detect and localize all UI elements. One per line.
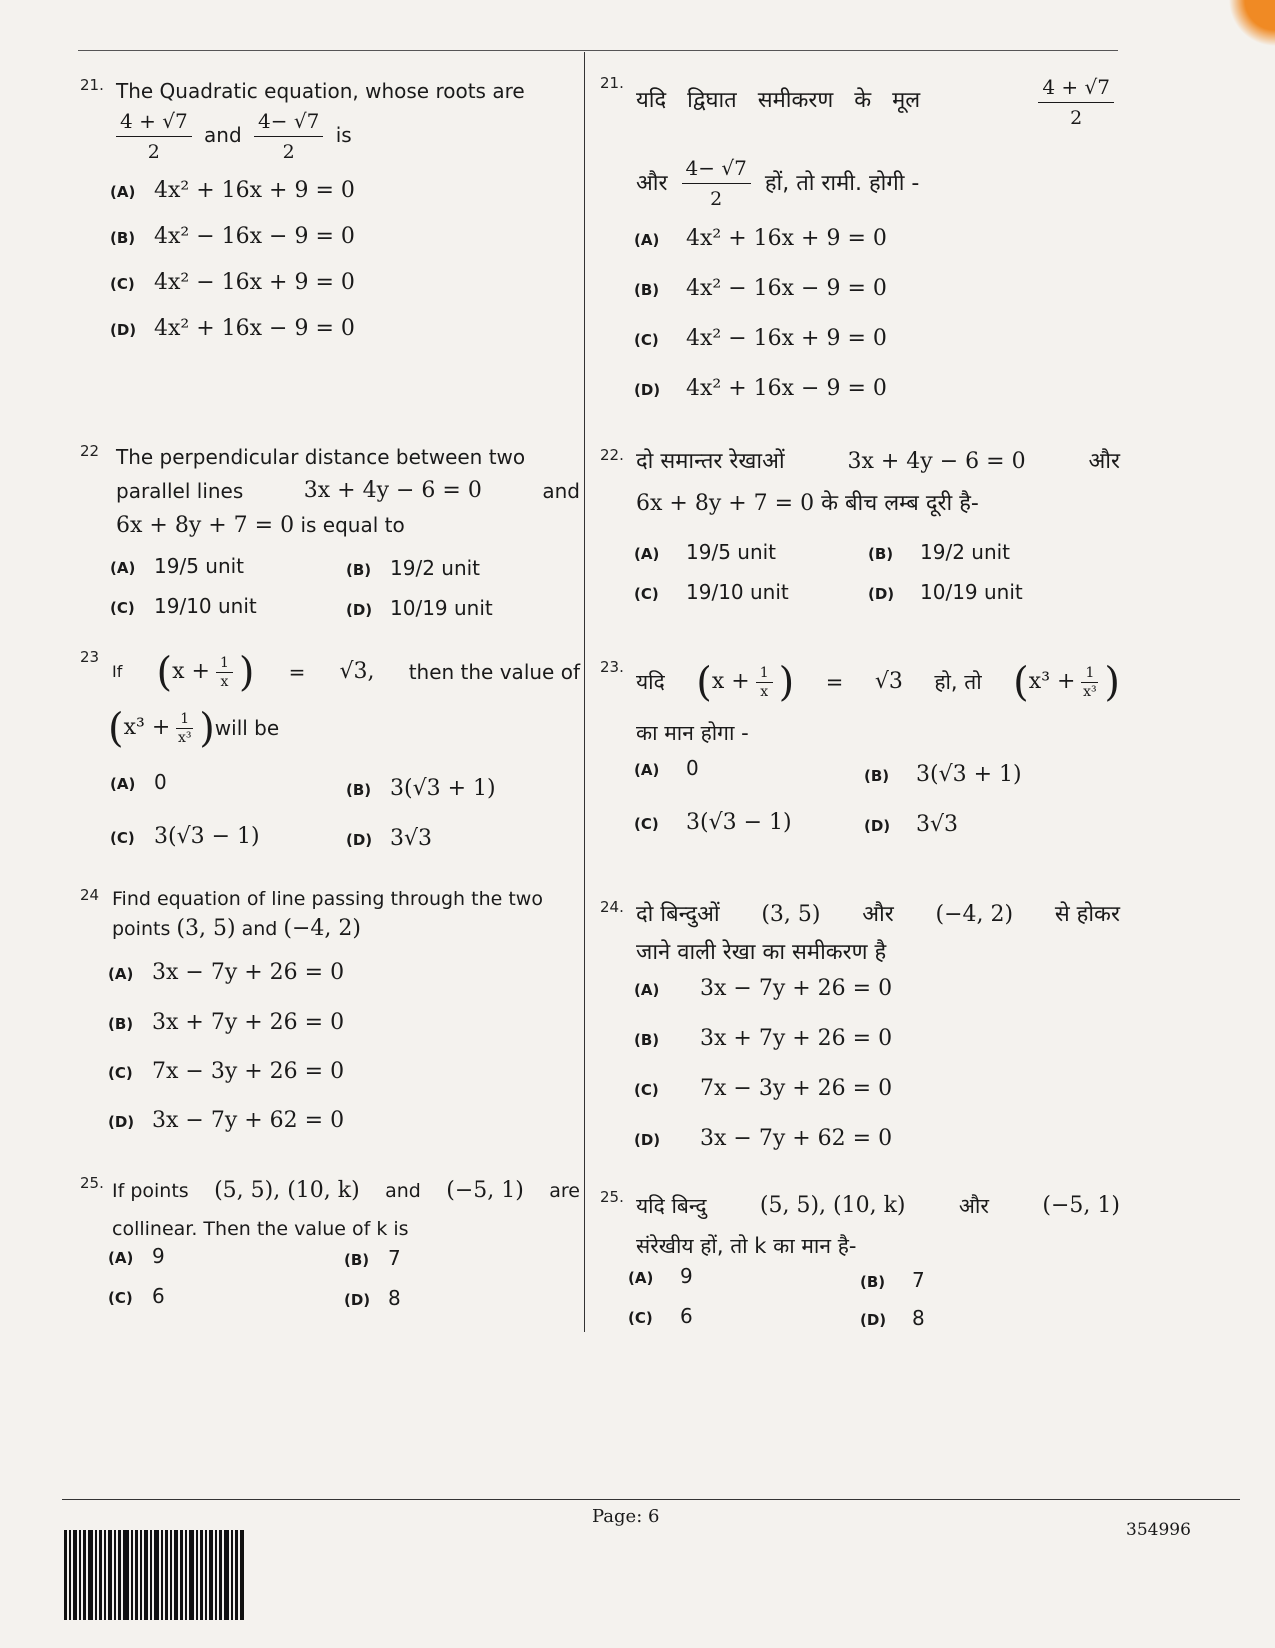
- option-a[interactable]: (A) 19/5 unit: [110, 554, 245, 578]
- option-d[interactable]: (D) 3x − 7y + 62 = 0: [634, 1126, 893, 1151]
- question-number: 25.: [80, 1174, 104, 1192]
- option-d[interactable]: (D) 3√3: [864, 812, 959, 837]
- root-fraction-1: $\frac{4 + √7}{2}$: [1038, 72, 1114, 133]
- option-c[interactable]: (C) 7x − 3y + 26 = 0: [108, 1059, 345, 1084]
- option-a[interactable]: (A) 3x − 7y + 26 = 0: [108, 960, 345, 985]
- option-c[interactable]: (C) 3(√3 − 1): [110, 824, 260, 849]
- question-number: 22: [80, 442, 100, 460]
- question-text: If points (5, 5), (10, k) and (−5, 1) are collinear. Then the value of k is: [112, 1178, 580, 1240]
- question-text: The Quadratic equation, whose roots are $\frac{4 + √7}{2}$ and $\frac{4- √7}{2}$ is: [116, 74, 580, 167]
- question-24-en: [80, 884, 580, 944]
- question-number: 24: [80, 886, 100, 904]
- option-d[interactable]: (D) 8: [860, 1306, 925, 1330]
- serial-number: 354996: [1126, 1520, 1191, 1540]
- option-d[interactable]: (D) 4x² + 16x − 9 = 0: [110, 316, 355, 341]
- page-number: Page: 6: [592, 1506, 660, 1527]
- option-c[interactable]: (C) 4x² − 16x + 9 = 0: [634, 326, 887, 351]
- question-number: 23.: [600, 658, 624, 676]
- option-c[interactable]: (C) 6: [108, 1284, 165, 1308]
- option-d[interactable]: (D) 4x² + 16x − 9 = 0: [634, 376, 887, 401]
- root-fraction-2: $\frac{4- √7}{2}$: [254, 106, 323, 167]
- option-b[interactable]: (B) 19/2 unit: [346, 556, 481, 580]
- question-text: यदि (x + $\frac{1}{x}$ ) = √3 हो, तो (x³ + $\frac{1}{\text{x³}}$ ) का मान होगा -: [636, 659, 1120, 745]
- option-b[interactable]: (B) 7: [860, 1268, 925, 1292]
- option-c[interactable]: (C) 6: [628, 1304, 693, 1328]
- option-c[interactable]: (C) 19/10 unit: [634, 580, 789, 604]
- option-c[interactable]: (C) 4x² − 16x + 9 = 0: [110, 270, 355, 295]
- question-number: 25.: [600, 1188, 624, 1206]
- question-25-en: [80, 1172, 580, 1248]
- question-24-hi: [600, 896, 1120, 972]
- question-text: दो बिन्दुओं (3, 5) और (−4, 2) से होकर जाने वाली रेखा का समीकरण है: [636, 902, 1120, 965]
- option-c[interactable]: (C) 19/10 unit: [110, 594, 257, 618]
- option-b[interactable]: (B) 3x + 7y + 26 = 0: [108, 1010, 345, 1035]
- option-c[interactable]: (C) 3(√3 − 1): [634, 810, 792, 835]
- column-divider: [584, 52, 585, 1332]
- question-21-en: [80, 74, 580, 167]
- option-a[interactable]: (A) 4x² + 16x + 9 = 0: [634, 226, 887, 251]
- barcode: [64, 1530, 274, 1620]
- page-edge-sticker: [1215, 0, 1275, 60]
- question-number: 23: [80, 648, 100, 666]
- option-d[interactable]: (D) 8: [344, 1286, 401, 1310]
- question-22-en: [80, 440, 580, 543]
- question-25-hi: [600, 1186, 1120, 1266]
- option-a[interactable]: (A) 4x² + 16x + 9 = 0: [110, 178, 355, 203]
- top-rule: [78, 50, 1118, 51]
- root-fraction-1: $\frac{4 + √7}{2}$: [116, 106, 192, 167]
- option-c[interactable]: (C) 7x − 3y + 26 = 0: [634, 1076, 893, 1101]
- option-a[interactable]: (A) 0: [110, 770, 167, 794]
- option-b[interactable]: (B) 4x² − 16x − 9 = 0: [110, 224, 355, 249]
- question-number: 22.: [600, 446, 624, 464]
- option-d[interactable]: (D) 10/19 unit: [346, 596, 493, 620]
- option-b[interactable]: (B) 19/2 unit: [868, 540, 1011, 564]
- option-b[interactable]: (B) 7: [344, 1246, 401, 1270]
- option-d[interactable]: (D) 3x − 7y + 62 = 0: [108, 1108, 345, 1133]
- question-text: The perpendicular distance between two parallel lines 3x + 4y − 6 = 0 and 6x + 8y + 7 = 0 is equal to: [116, 445, 580, 538]
- option-a[interactable]: (A) 9: [628, 1264, 693, 1288]
- option-b[interactable]: (B) 3(√3 + 1): [346, 776, 496, 801]
- question-text: यदि बिन्दु (5, 5), (10, k) और (−5, 1) संरेखीय हों, तो k का मान है-: [636, 1193, 1120, 1258]
- option-d[interactable]: (D) 3√3: [346, 826, 433, 851]
- question-number: 21.: [80, 76, 104, 94]
- option-a[interactable]: (A) 3x − 7y + 26 = 0: [634, 976, 893, 1001]
- question-text: दो समान्तर रेखाओं 3x + 4y − 6 = 0 और 6x + 8y + 7 = 0 के बीच लम्ब दूरी है-: [636, 449, 1120, 516]
- question-text: Find equation of line passing through the two points (3, 5) and (−4, 2): [112, 888, 543, 941]
- question-23-en: [80, 646, 580, 758]
- option-d[interactable]: (D) 10/19 unit: [868, 580, 1023, 604]
- option-a[interactable]: (A) 0: [634, 756, 699, 780]
- bottom-rule: [62, 1499, 1240, 1500]
- question-22-hi: [600, 444, 1120, 528]
- question-number: 24.: [600, 898, 624, 916]
- option-a[interactable]: (A) 19/5 unit: [634, 540, 777, 564]
- question-number: 21.: [600, 74, 624, 92]
- option-b[interactable]: (B) 3x + 7y + 26 = 0: [634, 1026, 893, 1051]
- question-text: If (x + $\frac{1}{x}$ ) = √3, then the value of (x³ + $\frac{1}{\text{x³}}$ ) will be: [108, 649, 580, 751]
- root-fraction-2: $\frac{4- √7}{2}$: [682, 153, 751, 214]
- question-23-hi: [600, 656, 1120, 750]
- option-b[interactable]: (B) 3(√3 + 1): [864, 762, 1022, 787]
- option-a[interactable]: (A) 9: [108, 1244, 165, 1268]
- option-b[interactable]: (B) 4x² − 16x − 9 = 0: [634, 276, 887, 301]
- question-text: यदि द्विघात समीकरण के मूल $\frac{4 + √7}{2}$ और $\frac{4- √7}{2}$ हों, तो रामी. होगी -: [636, 72, 1120, 214]
- question-21-hi: [600, 72, 1120, 214]
